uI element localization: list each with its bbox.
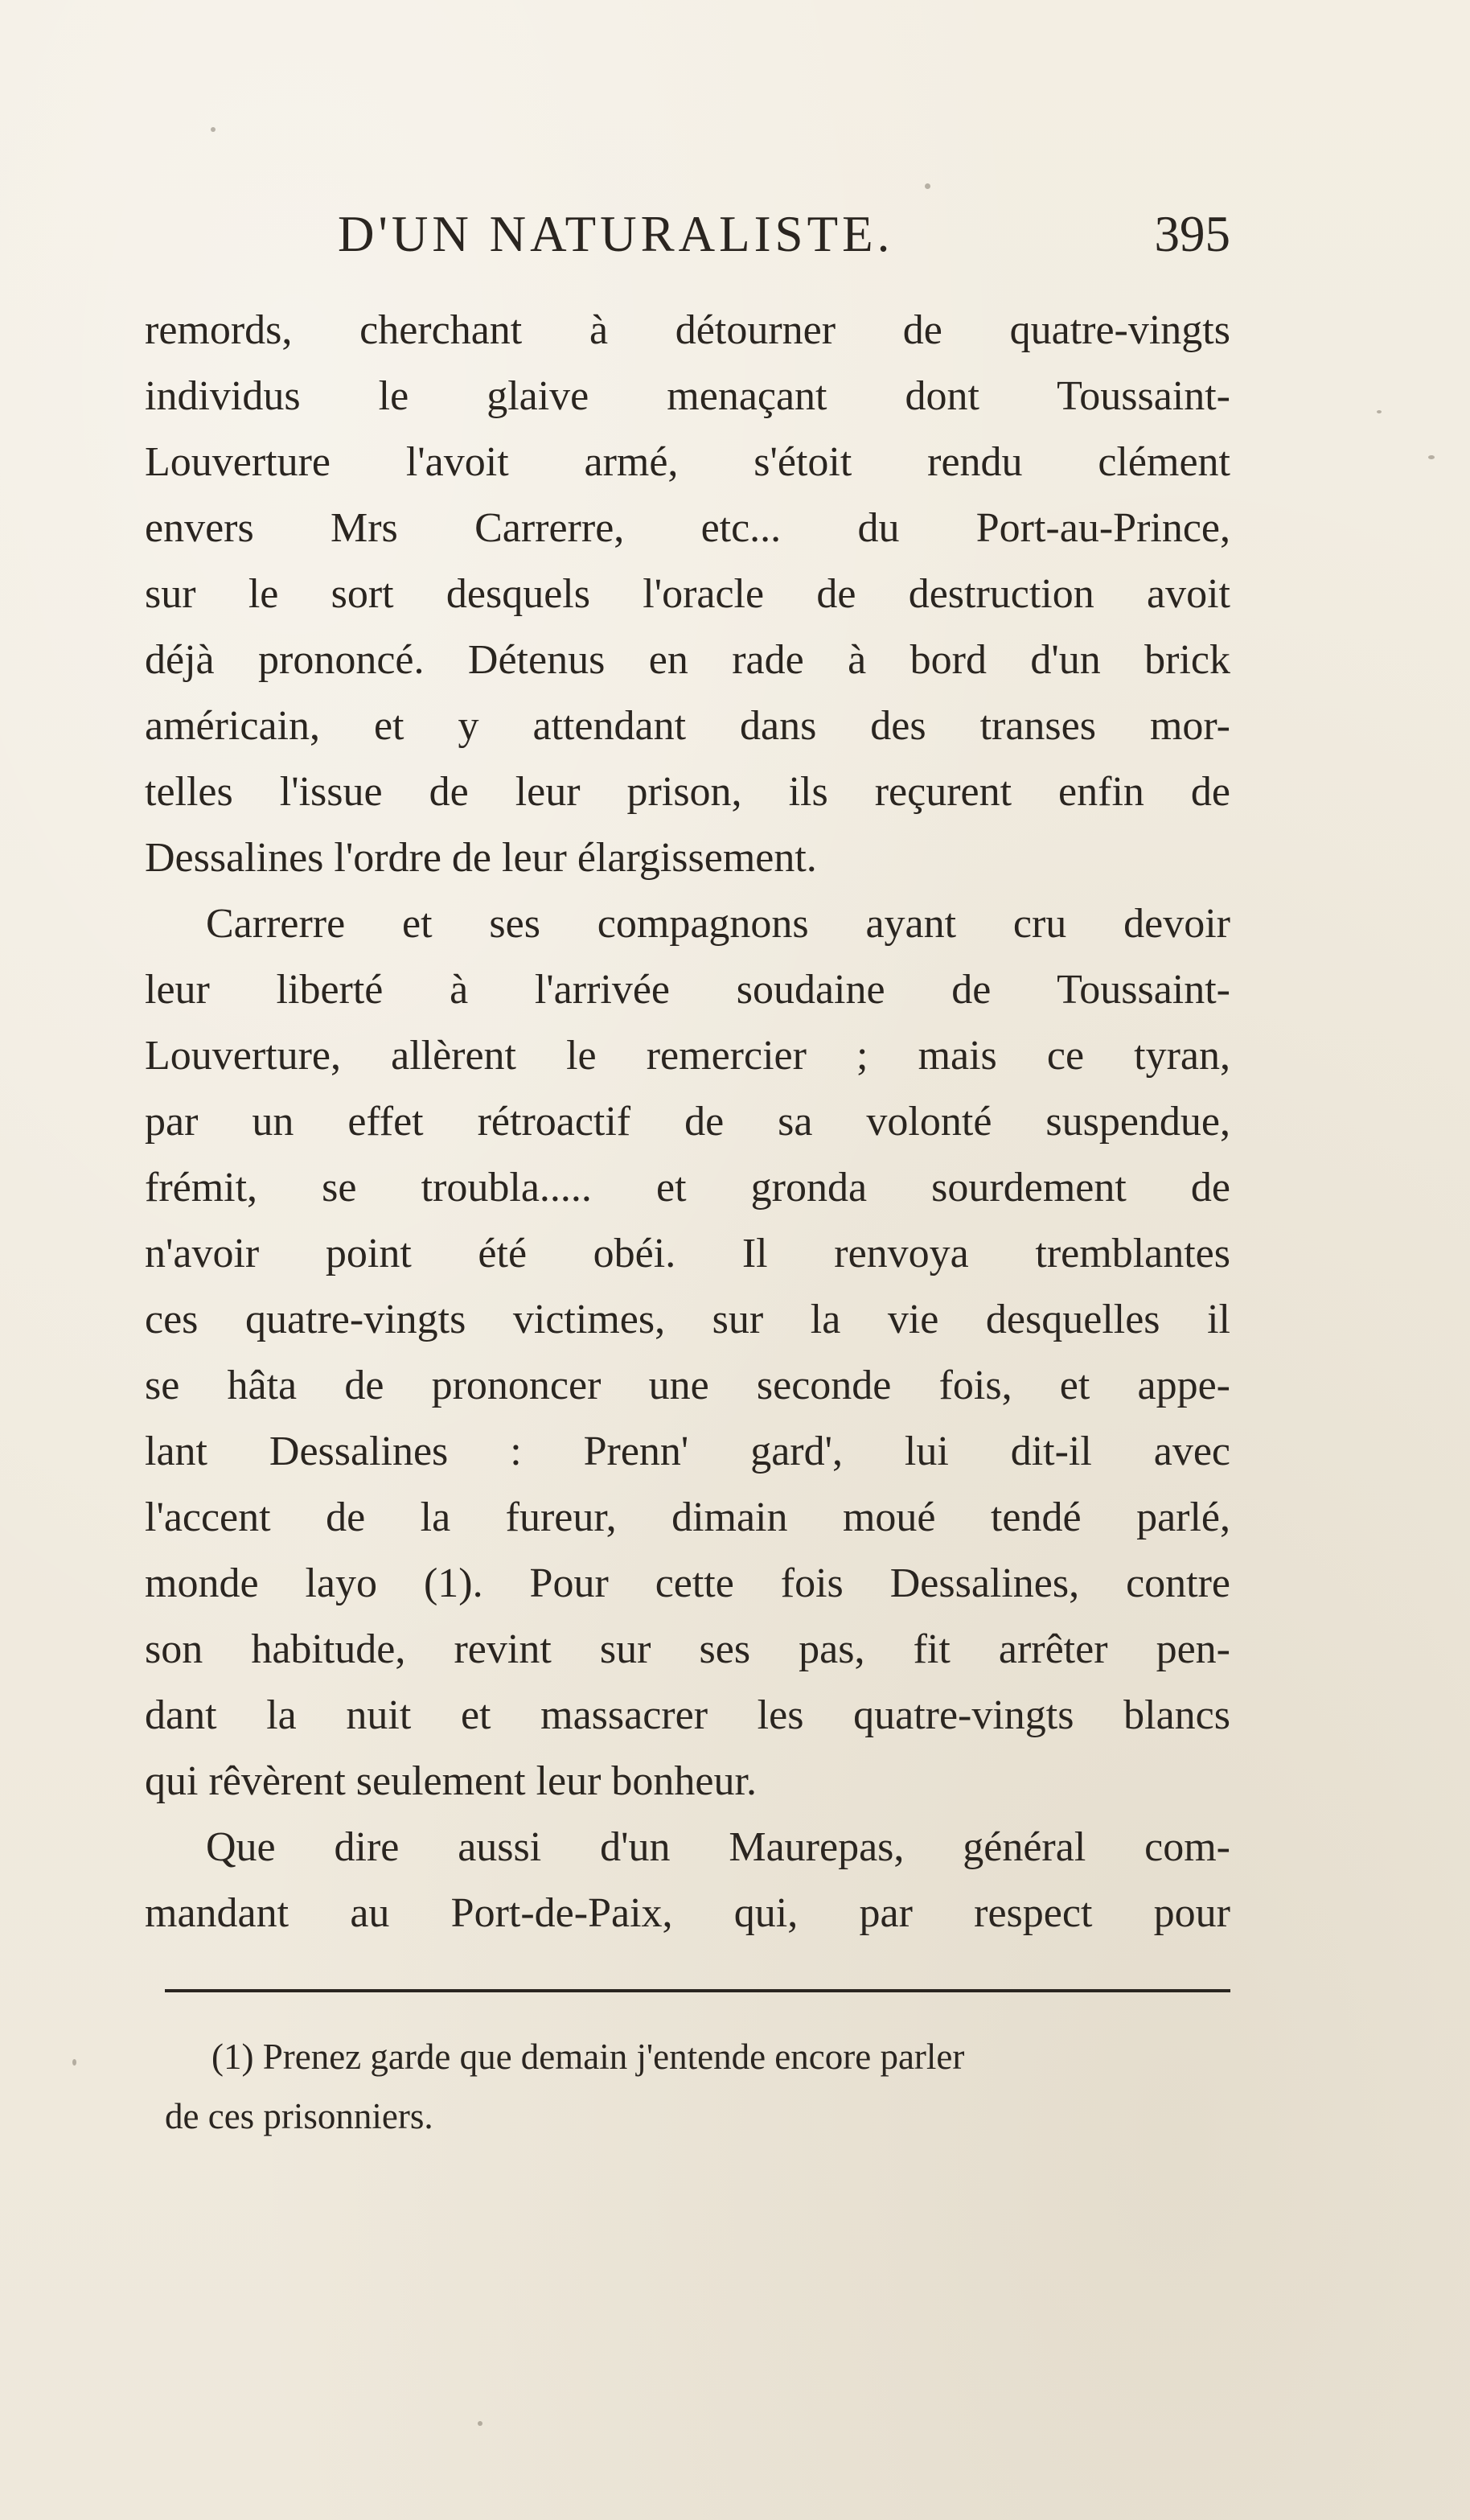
- text-line: par un effet rétroactif de sa volonté suspendue,: [145, 1099, 1230, 1145]
- text-line: lant Dessalines : Prenn' gard', lui dit-il avec: [145, 1429, 1230, 1474]
- paper-speck: [211, 127, 216, 132]
- footnote-rule: [165, 1989, 1230, 1992]
- text-line: mandant au Port-de-Paix, qui, par respect pour: [145, 1890, 1230, 1936]
- text-line: l'accent de la fureur, dimain moué tendé parlé,: [145, 1494, 1230, 1540]
- text-line: son habitude, revint sur ses pas, fit arrêter pen-: [145, 1626, 1230, 1672]
- text-line: Louverture l'avoit armé, s'étoit rendu clément: [145, 439, 1230, 485]
- text-line: Carrerre et ses compagnons ayant cru devoir: [206, 901, 1230, 947]
- footnote-line: (1) Prenez garde que demain j'entende encore parler: [211, 2037, 965, 2077]
- paper-speck: [1428, 455, 1435, 459]
- paper-speck: [72, 2059, 76, 2066]
- text-line: n'avoir point été obéi. Il renvoya tremblantes: [145, 1231, 1230, 1276]
- text-line: déjà prononcé. Détenus en rade à bord d'un brick: [145, 637, 1230, 683]
- text-line: Louverture, allèrent le remercier ; mais ce tyran,: [145, 1033, 1230, 1079]
- paper-speck: [478, 2421, 482, 2426]
- paper-speck: [925, 183, 930, 189]
- running-head: [145, 205, 1230, 277]
- body-text: [145, 298, 1230, 1947]
- text-line: telles l'issue de leur prison, ils reçurent enfin de: [145, 769, 1230, 815]
- text-line: se hâta de prononcer une seconde fois, et appe-: [145, 1363, 1230, 1408]
- text-line: leur liberté à l'arrivée soudaine de Toussaint-: [145, 967, 1230, 1013]
- text-line: individus le glaive menaçant dont Toussaint-: [145, 373, 1230, 419]
- text-line: monde layo (1). Pour cette fois Dessalines, contre: [145, 1560, 1230, 1606]
- text-line: qui rêvèrent seulement leur bonheur.: [145, 1758, 757, 1804]
- text-line: Dessalines l'ordre de leur élargissement.: [145, 835, 817, 881]
- text-line: ces quatre-vingts victimes, sur la vie desquelles il: [145, 1297, 1230, 1342]
- running-title: D'UN NATURALISTE.: [338, 206, 894, 262]
- footnote: [165, 2027, 1234, 2146]
- paper-speck: [1377, 410, 1382, 413]
- footnote-line: de ces prisonniers.: [165, 2096, 433, 2136]
- text-line: remords, cherchant à détourner de quatre-vingts: [145, 307, 1230, 353]
- text-line: américain, et y attendant dans des transes mor-: [145, 703, 1230, 749]
- text-line: envers Mrs Carrerre, etc... du Port-au-Prince,: [145, 505, 1230, 551]
- text-line: frémit, se troubla..... et gronda sourdement de: [145, 1165, 1230, 1211]
- text-line: Que dire aussi d'un Maurepas, général com-: [206, 1824, 1230, 1870]
- page-number: 395: [1154, 206, 1230, 262]
- text-line: dant la nuit et massacrer les quatre-vingts blancs: [145, 1692, 1230, 1738]
- text-line: sur le sort desquels l'oracle de destruction avoit: [145, 571, 1230, 617]
